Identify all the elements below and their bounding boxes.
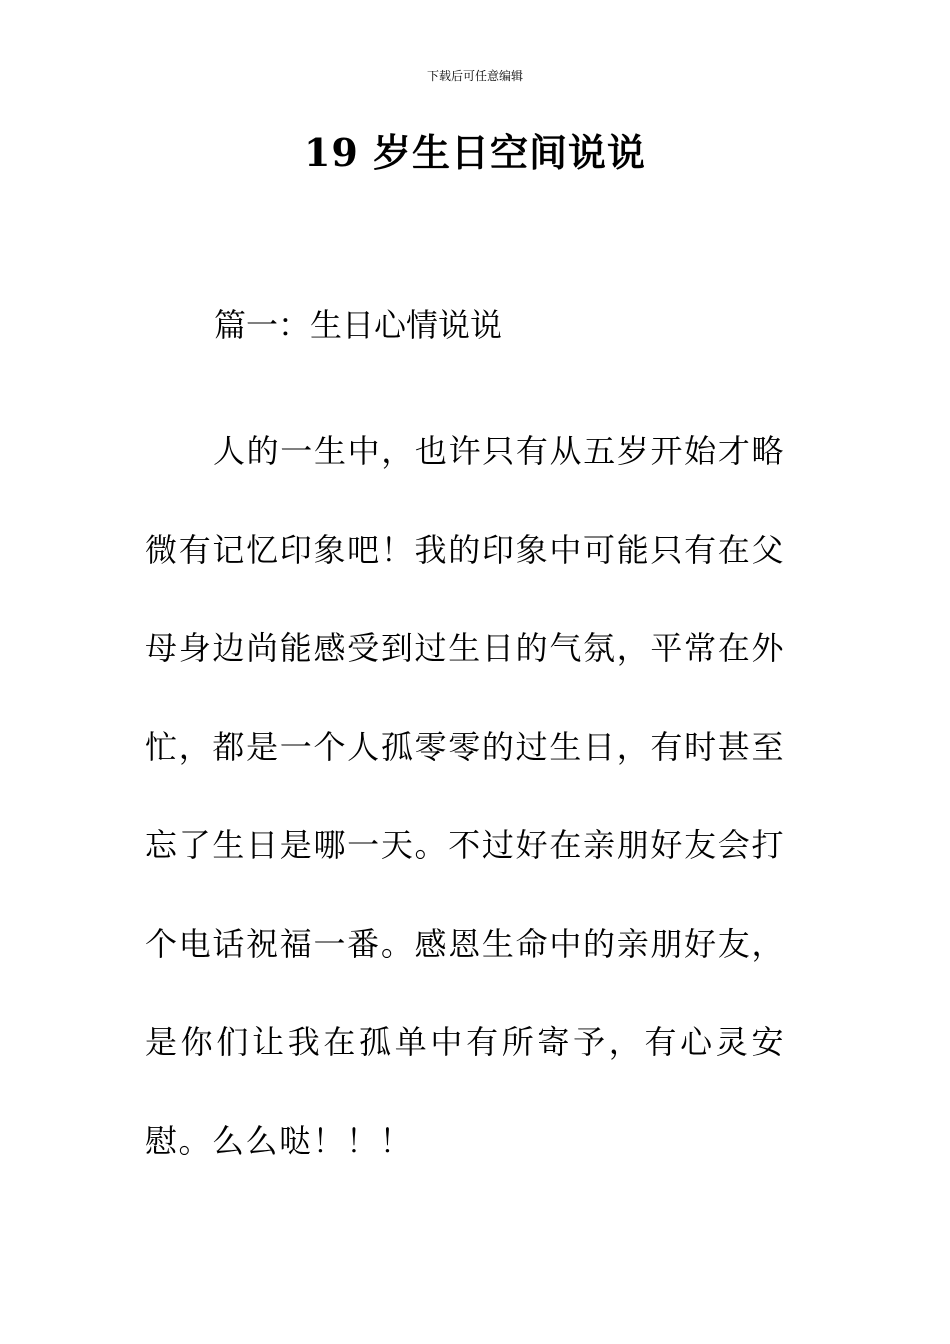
body-paragraph: 人的一生中，也许只有从五岁开始才略微有记忆印象吧！我的印象中可能只有在父母身边尚能感受到过生日的气氛，平常在外忙，都是一个人孤零零的过生日，有时甚至忘了生日是哪一天。不过好在亲朋好友会打个电话祝福一番。感恩生命中的亲朋好友，是你们让我在孤单中有所寄予，有心灵安慰。么么哒！！！ — [145, 432, 785, 1160]
header-note: 下载后可任意编辑 — [426, 69, 523, 83]
document-title: 19 岁生日空间说说 — [303, 130, 647, 175]
section-heading: 篇一：生日心情说说 — [214, 306, 503, 344]
